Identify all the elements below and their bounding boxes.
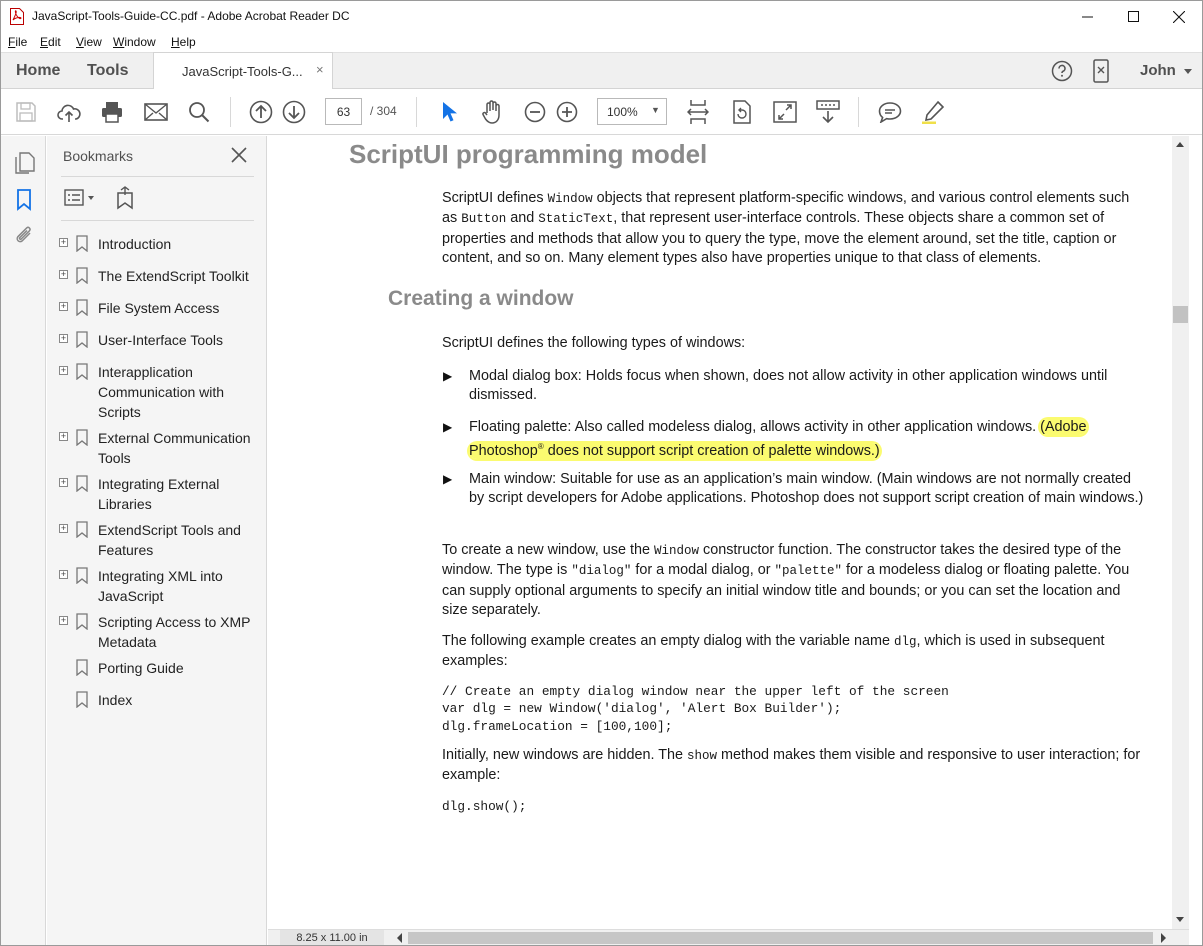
tab-tools[interactable]: Tools (87, 62, 129, 79)
menu-view[interactable]: View (76, 35, 102, 49)
toolbar-separator (230, 97, 231, 127)
menu-help[interactable]: Help (171, 35, 196, 49)
expand-icon[interactable]: + (60, 615, 67, 625)
rotate-page-icon (732, 100, 752, 124)
zoom-select[interactable] (597, 98, 667, 125)
print-button[interactable] (100, 100, 124, 124)
bookmark-label: Introduction (98, 236, 172, 252)
close-panel-icon[interactable] (229, 145, 249, 165)
chevron-down-icon (1184, 69, 1192, 74)
zoom-in-button[interactable] (555, 100, 579, 124)
bookmark-label: Integrating XML into JavaScript (98, 568, 223, 604)
menu-file[interactable]: File (8, 35, 28, 49)
bookmark-icon (76, 613, 88, 630)
highlighter-pen-icon (921, 100, 945, 124)
title-bar (1, 1, 1202, 32)
bookmark-icon (76, 267, 88, 284)
horizontal-scrollbar[interactable] (268, 929, 1189, 946)
next-page-button[interactable] (282, 100, 306, 124)
bullet-item: Main window: Suitable for use as an application’s main window. (Main windows are not normally created by script developers for Adobe applications. Photoshop does not support script creation of main windows.) (469, 471, 1144, 507)
bookmark-icon (76, 235, 88, 252)
bookmark-label: User-Interface Tools (98, 332, 224, 348)
close-tab-icon[interactable]: × (316, 62, 324, 77)
bookmark-label: External Communication Tools (98, 430, 251, 466)
bookmark-icon (76, 567, 88, 584)
upload-button[interactable] (57, 100, 81, 124)
page-size-readout: 8.25 x 11.00 in (280, 930, 384, 946)
menu-edit[interactable]: Edit (40, 35, 61, 49)
navigation-pane-strip (1, 136, 46, 946)
bookmark-label: The ExtendScript Toolkit (98, 268, 249, 284)
highlight-annotation[interactable]: Photoshop® does not support script creation of palette windows.) (469, 442, 880, 460)
expand-icon[interactable]: + (60, 269, 67, 279)
paragraph: ScriptUI defines the following types of windows: (442, 335, 746, 351)
email-button[interactable] (144, 100, 168, 124)
full-screen-icon (773, 101, 797, 123)
mobile-link-icon[interactable] (1093, 59, 1109, 83)
document-tab-label: JavaScript-Tools-G... (182, 64, 303, 79)
bookmark-icon (76, 659, 88, 676)
save-icon (15, 101, 37, 123)
dropdown-caret-icon: ▼ (651, 105, 660, 115)
bookmark-icon (76, 691, 88, 708)
scroll-mode-icon (816, 100, 840, 124)
bookmark-icon (76, 299, 88, 316)
printer-icon (101, 101, 123, 123)
toolbar-separator (416, 97, 417, 127)
rotate-view-button[interactable] (730, 100, 754, 124)
bookmark-label: File System Access (98, 300, 220, 316)
bookmark-label: Scripting Access to XMP Metadata (98, 614, 251, 650)
toolbar (1, 89, 1202, 135)
scroll-right-icon[interactable] (1161, 933, 1166, 943)
paragraph: ScriptUI defines Window objects that represent platform-specific windows, and various control elements such as Button and StaticText, that represent user-interface controls. These objects share a common set of properties and methods that allow you to query the type, move the element around, set the title, caption or content, and so on. Many element types also have properties unique to that class of elements. (442, 190, 1130, 266)
code-block: // Create an empty dialog window near the upper left of the screen var dlg = new Window('dialog', 'Alert Box Builder'); dlg.frameLocation = [100,100]; (442, 684, 949, 734)
expand-icon[interactable]: + (60, 301, 67, 311)
menu-window[interactable]: Window (113, 35, 156, 49)
expand-icon[interactable]: + (60, 237, 67, 247)
heading-creating-a-window: Creating a window (388, 287, 574, 310)
bookmark-label: ExtendScript Tools and Features (98, 522, 241, 558)
bookmark-label: Interapplication Communication with Scripts (98, 364, 225, 420)
page-number-input[interactable]: 63 (325, 98, 362, 125)
vertical-scrollbar[interactable] (1172, 136, 1189, 931)
close-window-button[interactable] (1156, 1, 1202, 32)
bookmark-icon (76, 521, 88, 538)
bullet-item: Modal dialog box: Holds focus when shown, does not allow activity in other application windows until dismissed. (469, 368, 1108, 404)
window-title: JavaScript-Tools-Guide-CC.pdf - Adobe Acrobat Reader DC (32, 9, 350, 23)
scroll-down-icon[interactable] (1176, 917, 1184, 922)
search-icon (188, 101, 210, 123)
tab-row (1, 52, 1202, 89)
divider (61, 220, 254, 221)
previous-page-button[interactable] (249, 100, 273, 124)
search-button[interactable] (187, 100, 211, 124)
menu-bar (1, 32, 1202, 52)
bullet-marker-icon: ▶ (443, 420, 453, 434)
comment-button[interactable] (878, 100, 902, 124)
bookmark-panel-icon[interactable] (16, 189, 32, 211)
scroll-left-icon[interactable] (397, 933, 402, 943)
minus-circle-icon (524, 101, 546, 123)
close-icon (1173, 11, 1185, 23)
highlight-annotation[interactable]: (Adobe (1040, 419, 1087, 435)
expand-icon[interactable]: + (60, 431, 67, 441)
paperclip-icon[interactable] (13, 224, 35, 248)
plus-circle-icon (556, 101, 578, 123)
heading-scriptui-programming-model: ScriptUI programming model (349, 139, 708, 169)
expand-icon[interactable]: + (60, 569, 67, 579)
hand-icon (481, 100, 503, 124)
maximize-icon (1128, 11, 1139, 22)
toolbar-separator (858, 97, 859, 127)
user-menu[interactable]: John (1140, 62, 1176, 79)
highlight-button[interactable] (921, 100, 945, 124)
bookmark-label: Index (98, 692, 133, 708)
fit-page-button[interactable] (686, 100, 710, 124)
arrow-down-circle-icon (282, 100, 306, 124)
bookmarks-panel (47, 136, 267, 946)
maximize-button[interactable] (1110, 1, 1156, 32)
page-thumbnails-icon[interactable] (15, 152, 35, 174)
fit-page-icon (687, 99, 709, 125)
minimize-icon (1082, 11, 1093, 22)
add-bookmark-icon[interactable] (113, 186, 137, 210)
vertical-scroll-thumb[interactable] (1173, 306, 1188, 323)
minimize-button[interactable] (1064, 1, 1110, 32)
divider (61, 176, 254, 177)
expand-icon[interactable]: + (60, 523, 67, 533)
bookmark-icon (76, 429, 88, 446)
comment-icon (878, 101, 902, 123)
scroll-up-icon[interactable] (1176, 142, 1184, 147)
expand-icon[interactable]: + (60, 333, 67, 343)
paragraph: The following example creates an empty dialog with the variable name dlg, which is used in subsequent examples: (442, 633, 1105, 670)
pdf-file-icon (10, 8, 24, 25)
arrow-up-circle-icon (249, 100, 273, 124)
bookmark-icon (76, 363, 88, 380)
cursor-arrow-icon (441, 101, 457, 123)
code-block: dlg.show(); (442, 799, 527, 814)
bullet-item: Floating palette: Also called modeless dialog, allows activity in other application windows. (Adobe Photoshop® does not support script creation of palette windows.) (469, 419, 1087, 460)
paragraph: To create a new window, use the Window constructor function. The constructor takes the desired type of the window. The type is "dialog" for a modal dialog, or "palette" for a modeless dialog or floating palette. You can supply optional arguments to specify an initial window title and bounds; or you can set the location and size separately. (442, 542, 1130, 618)
bookmark-icon (76, 331, 88, 348)
full-screen-button[interactable] (773, 100, 797, 124)
bookmark-label: Porting Guide (98, 660, 184, 676)
bookmark-icon (76, 475, 88, 492)
tab-document[interactable] (153, 52, 333, 90)
expand-icon[interactable]: + (60, 365, 67, 375)
select-tool-button[interactable] (437, 100, 461, 124)
cloud-upload-icon (57, 101, 81, 123)
bullet-marker-icon: ▶ (443, 369, 453, 383)
zoom-out-button[interactable] (523, 100, 547, 124)
expand-icon[interactable]: + (60, 477, 67, 487)
horizontal-scroll-thumb[interactable] (408, 932, 1153, 944)
paragraph: Initially, new windows are hidden. The show method makes them visible and responsive to user interaction; for example: (442, 747, 1141, 784)
bookmarks-panel-title: Bookmarks (63, 148, 134, 164)
tab-home[interactable]: Home (16, 62, 61, 79)
save-button[interactable] (14, 100, 38, 124)
envelope-icon (144, 103, 168, 121)
zoom-value: 100% (607, 105, 638, 119)
bookmark-label: Integrating External Libraries (98, 476, 220, 512)
pdf-page (280, 136, 1172, 928)
bookmark-options-icon[interactable] (64, 186, 96, 210)
help-icon[interactable] (1051, 60, 1073, 82)
bullet-marker-icon: ▶ (443, 472, 453, 486)
page-total: / 304 (370, 104, 397, 118)
hand-tool-button[interactable] (480, 100, 504, 124)
scrolling-mode-button[interactable] (816, 100, 840, 124)
document-view[interactable] (268, 136, 1202, 946)
